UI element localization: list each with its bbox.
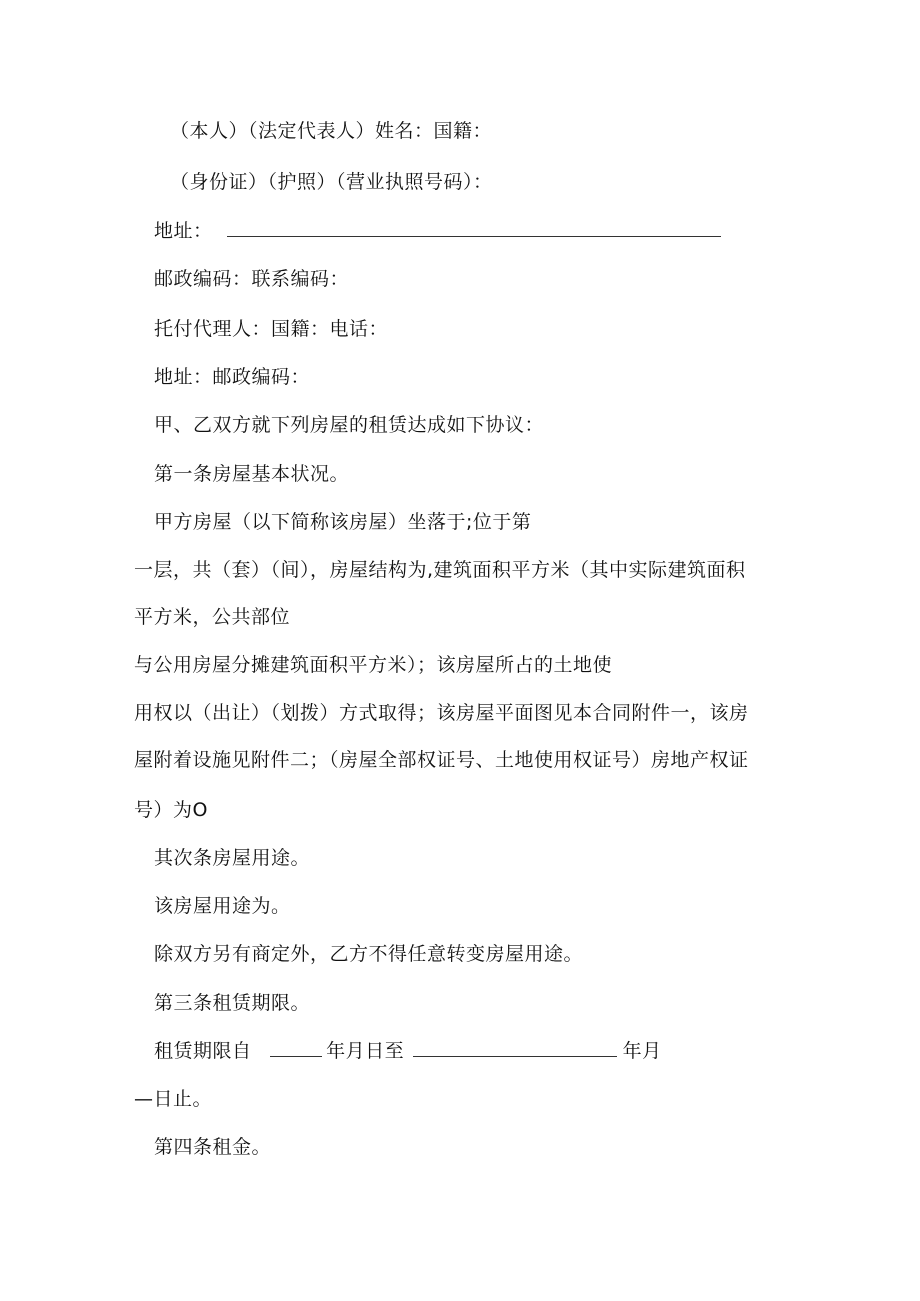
lease-term-suffix: 年月 — [622, 1040, 662, 1062]
agent-address-line: 地址：邮政编码： — [154, 366, 311, 388]
address-blank — [227, 218, 721, 237]
article-1-text-4: 与公用房屋分摊建筑面积平方米）；该房屋所占的土地使 — [134, 654, 613, 676]
article-1-text-2: 一层，共（套）（间），房屋结构为,建筑面积平方米（其中实际建筑面积 — [134, 559, 746, 581]
postal-code-line: 邮政编码：联系编码： — [154, 268, 350, 290]
lease-start-year-blank — [270, 1038, 322, 1057]
address-label: 地址： — [154, 220, 213, 242]
party-name-line: （本人）（法定代表人）姓名：国籍： — [170, 120, 493, 142]
article-2-text-1: 该房屋用途为。 — [154, 895, 291, 917]
article-2-heading: 其次条房屋用途。 — [154, 847, 311, 869]
agent-line: 托付代理人：国籍：电话： — [154, 318, 389, 340]
party-id-line: （身份证）（护照）（营业执照号码）： — [170, 171, 493, 193]
article-1-text-1: 甲方房屋（以下简称该房屋）坐落于;位于第 — [154, 511, 532, 533]
article-1-heading: 第一条房屋基本状况。 — [154, 463, 350, 485]
lease-term-prefix: 租赁期限自 — [154, 1040, 252, 1062]
article-1-text-7: 号）为O — [134, 799, 208, 821]
lease-term-end: —日止。 — [134, 1088, 213, 1110]
address-line — [154, 218, 721, 244]
article-2-text-2: 除双方另有商定外，乙方不得任意转变房屋用途。 — [154, 943, 584, 965]
agreement-intro: 甲、乙双方就下列房屋的租赁达成如下协议： — [154, 414, 545, 436]
lease-term-line — [154, 1038, 662, 1064]
article-3-heading: 第三条租赁期限。 — [154, 992, 311, 1014]
article-1-text-5: 用权以（出让）（划拨）方式取得；该房屋平面图见本合同附件一，该房 — [134, 702, 749, 724]
lease-end-year-blank — [413, 1038, 617, 1057]
article-1-text-3: 平方米，公共部位 — [134, 606, 291, 628]
article-1-text-6: 屋附着设施见附件二；（房屋全部权证号、土地使用权证号）房地产权证 — [134, 749, 749, 771]
article-4-heading: 第四条租金。 — [154, 1136, 272, 1158]
lease-term-middle: 年月日至 — [326, 1040, 405, 1062]
